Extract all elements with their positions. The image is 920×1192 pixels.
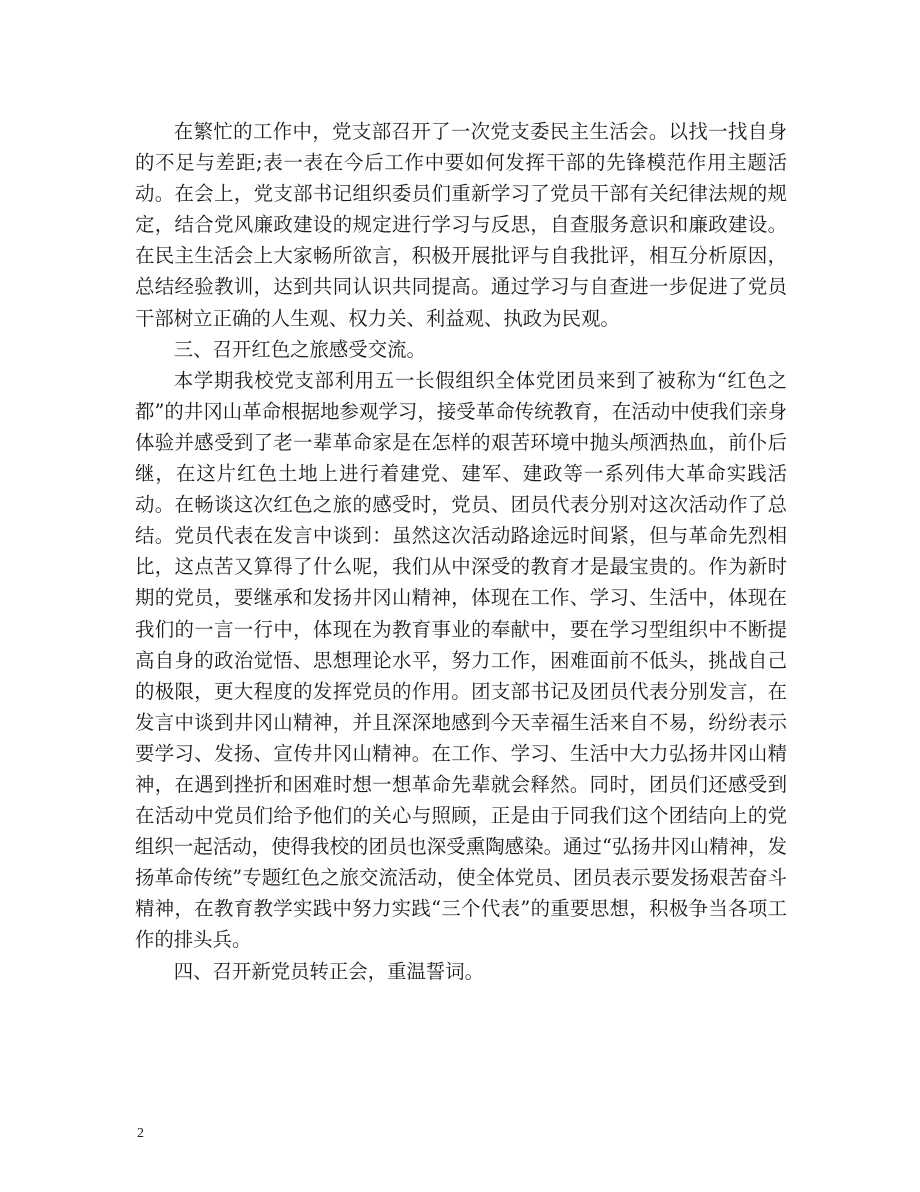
document-body	[135, 116, 787, 987]
page-number: 2	[137, 1126, 144, 1141]
paragraph-democratic-life-meeting: 在繁忙的工作中，党支部召开了一次党支委民主生活会。以找一找自身的不足与差距;表一表在今后工作中要如何发挥干部的先锋模范作用主题活动。在会上，党支部书记组织委员们重新学习了党员干部有关纪律法规的规定，结合党风廉政建设的规定进行学习与反思，自查服务意识和廉政建设。在民主生活会上大家畅所欲言，积极开展批评与自我批评，相互分析原因，总结经验教训，达到共同认识共同提高。通过学习与自查进一步促进了党员干部树立正确的人生观、权力关、利益观、执政为民观。	[135, 120, 787, 330]
section-heading-new-member-meeting: 四、召开新党员转正会，重温誓词。	[173, 959, 485, 983]
paragraph-red-tour-exchange: 本学期我校党支部利用五一长假组织全体党团员来到了被称为“红色之都”的井冈山革命根据地参观学习，接受革命传统教育，在活动中使我们亲身体验并感受到了老一辈革命家是在怎样的艰苦环境中抛头颅洒热血，前仆后继，在这片红色土地上进行着建党、建军、建政等一系列伟大革命实践活动。在畅谈这次红色之旅的感受时，党员、团员代表分别对这次活动作了总结。党员代表在发言中谈到：虽然这次活动路途远时间紧，但与革命先烈相比，这点苦又算得了什么呢，我们从中深受的教育才是最宝贵的。作为新时期的党员，要继承和发扬井冈山精神，体现在工作、学习、生活中，体现在我们的一言一行中，体现在为教育事业的奉献中，要在学习型组织中不断提高自身的政治觉悟、思想理论水平，努力工作，困难面前不低头，挑战自己的极限，更大程度的发挥党员的作用。团支部书记及团员代表分别发言，在发言中谈到井冈山精神，并且深深地感到今天幸福生活来自不易，纷纷表示要学习、发扬、宣传井冈山精神。在工作、学习、生活中大力弘扬井冈山精神，在遇到挫折和困难时想一想革命先辈就会释然。同时，团员们还感受到在活动中党员们给予他们的关心与照顾，正是由于同我们这个团结向上的党组织一起活动，使得我校的团员也深受熏陶感染。通过“弘扬井冈山精神，发扬革命传统”专题红色之旅交流活动，使全体党员、团员表示要发扬艰苦奋斗精神，在教育教学实践中努力实践“三个代表”的重要思想，积极争当各项工作的排头兵。	[135, 368, 787, 952]
section-heading-red-tour-exchange: 三、召开红色之旅感受交流。	[173, 337, 426, 361]
